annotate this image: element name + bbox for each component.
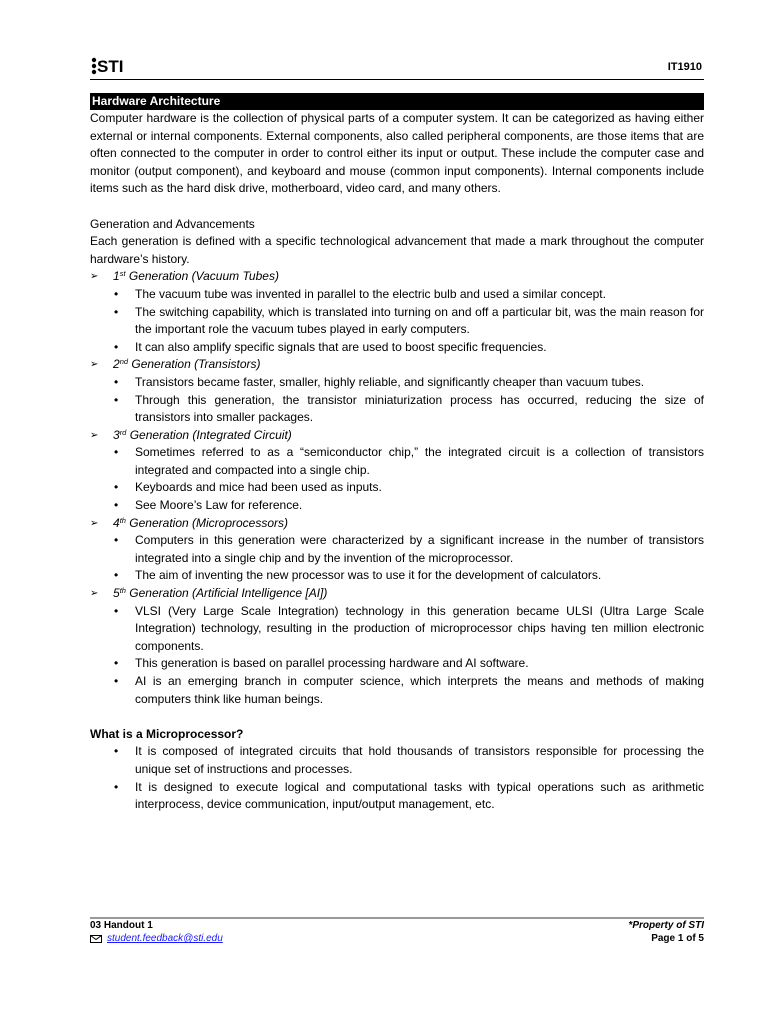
bullet-text: It is designed to execute logical and computational tasks with typical operations such as arithmetic interprocess, device communication, input/output management, etc.: [135, 779, 704, 812]
generation-bullet-list: [90, 444, 704, 514]
bullet-dot: •: [114, 656, 119, 671]
generation-ordinal: th: [119, 586, 126, 596]
generations-heading: Generation and Advancements: [90, 216, 255, 231]
generation-number: 3: [113, 427, 120, 442]
sti-logo: [90, 54, 128, 76]
document-body: [90, 93, 704, 814]
generation-title: Generation (Artificial Intelligence [AI]): [125, 586, 328, 601]
generation-bullet: [90, 339, 704, 357]
generation-ordinal: rd: [119, 427, 127, 437]
generation-number: 5: [113, 586, 120, 601]
footer-row-top: [90, 919, 704, 932]
bullet-dot: •: [114, 304, 119, 319]
generation-item: [90, 268, 704, 286]
generation-title: Generation (Transistors): [128, 357, 261, 372]
bullet-text: See Moore’s Law for reference.: [135, 498, 303, 513]
generation-bullet: [90, 497, 704, 515]
generation-item: [90, 427, 704, 445]
generation-title: Generation (Microprocessors): [125, 515, 289, 530]
page-header: [90, 50, 704, 80]
generations-description: Each generation is defined with a specific technological advancement that made a mark throughout the computer hardware’s history.: [90, 234, 704, 266]
feedback-email-link[interactable]: student.feedback@sti.edu: [107, 933, 223, 944]
bullet-text: Keyboards and mice had been used as inputs.: [135, 480, 382, 495]
bullet-dot: •: [114, 392, 119, 407]
generation-label: [113, 427, 292, 445]
generation-title: Generation (Vacuum Tubes): [125, 269, 279, 284]
arrow-bullet-icon: ➢: [90, 588, 99, 600]
generation-label: [113, 268, 279, 286]
generation-label: [113, 515, 288, 533]
arrow-bullet-icon: ➢: [90, 517, 99, 529]
generation-bullet: [90, 479, 704, 497]
bullet-dot: •: [114, 498, 119, 513]
bullet-text: Through this generation, the transistor miniaturization process has occurred, reducing the size of transistors into smaller packages.: [135, 392, 704, 425]
intro-paragraph: Computer hardware is the collection of physical parts of a computer system. It can be categorized as having either external or internal components. External components, also called peripheral components, are those items that are often connected to the computer in order to control either its input or output. These include the computer case and monitor (output component), and keyboard and mouse (common input components). Internal components include items such as the hard disk drive, motherboard, video card, and many others.: [90, 111, 704, 196]
bullet-dot: •: [114, 533, 119, 548]
generation-bullet: [90, 603, 704, 656]
generation-bullet: [90, 374, 704, 392]
generation-number: 1: [113, 269, 120, 284]
bullet-dot: •: [114, 568, 119, 583]
generation-list: [90, 268, 704, 708]
bullet-dot: •: [114, 603, 119, 618]
page-footer: [90, 917, 704, 945]
generation-bullet-list: [90, 532, 704, 585]
microprocessor-bullet: [90, 779, 704, 814]
generation-bullet: [90, 304, 704, 339]
bullet-text: The aim of inventing the new processor was to use it for the development of calculators.: [135, 568, 602, 583]
bullet-text: It is composed of integrated circuits that hold thousands of transistors responsible for processing the unique set of instructions and processes.: [135, 744, 704, 776]
bullet-text: AI is an emerging branch in computer science, which interprets the means and methods of making computers think like human beings.: [135, 674, 704, 706]
generation-label: [113, 585, 327, 603]
microprocessor-bullet: [90, 743, 704, 778]
property-label: *Property of STI: [628, 920, 704, 931]
generation-bullet: [90, 392, 704, 427]
generation-title: Generation (Integrated Circuit): [126, 427, 292, 442]
bullet-dot: •: [114, 286, 119, 301]
bullet-dot: •: [114, 779, 119, 794]
bullet-dot: •: [114, 480, 119, 495]
bullet-dot: •: [114, 744, 119, 759]
generation-bullet: [90, 673, 704, 708]
generation-ordinal: st: [119, 269, 126, 279]
generation-bullet: [90, 532, 704, 567]
generation-ordinal: th: [119, 515, 126, 525]
generation-number: 4: [113, 515, 120, 530]
generation-bullet-list: [90, 374, 704, 427]
generation-ordinal: nd: [119, 357, 129, 367]
bullet-dot: •: [114, 445, 119, 460]
bullet-text: This generation is based on parallel processing hardware and AI software.: [135, 656, 529, 671]
generation-bullet: [90, 444, 704, 479]
bullet-dot: •: [114, 339, 119, 354]
bullet-text: It can also amplify specific signals that are used to boost specific frequencies.: [135, 339, 547, 354]
generation-label: [113, 356, 261, 374]
section-title-bar: Hardware Architecture: [90, 93, 704, 110]
generation-item: [90, 356, 704, 374]
generation-bullet: [90, 286, 704, 304]
bullet-text: Computers in this generation were characterized by a significant increase in the number of transistors integrated into a single chip and by the invention of the microprocessor.: [135, 533, 704, 565]
header-divider: [90, 79, 704, 80]
footer-row-bottom: [90, 932, 704, 945]
sti-logo-icon: [90, 55, 128, 75]
bullet-text: VLSI (Very Large Scale Integration) technology in this generation became ULSI (Ultra Large Scale Integration) technology, resulting in the production of microprocessor chips having ten million electronic components.: [135, 603, 704, 653]
bullet-dot: •: [114, 674, 119, 688]
generation-item: [90, 585, 704, 603]
arrow-bullet-icon: ➢: [90, 359, 99, 371]
microprocessor-heading: What is a Microprocessor?: [90, 726, 244, 741]
page-number: Page 1 of 5: [651, 933, 704, 944]
bullet-text: The switching capability, which is translated into turning on and off a particular bit, was the main reason for the important role the vacuum tubes played in early computers.: [135, 304, 704, 337]
generation-bullet: [90, 567, 704, 585]
microprocessor-bullet-list: [90, 743, 704, 813]
arrow-bullet-icon: ➢: [90, 271, 99, 283]
bullet-dot: •: [114, 374, 119, 389]
generation-bullet: [90, 655, 704, 673]
bullet-text: The vacuum tube was invented in parallel to the electric bulb and used a similar concept.: [135, 286, 606, 301]
generation-number: 2: [113, 357, 120, 372]
generation-bullet-list: [90, 286, 704, 356]
sti-logo-text: STI: [97, 57, 124, 75]
email-container: [90, 932, 223, 945]
bullet-text: Transistors became faster, smaller, highly reliable, and significantly cheaper than vacuum tubes.: [135, 374, 645, 389]
generation-item: [90, 515, 704, 533]
envelope-icon: [90, 935, 102, 943]
generation-bullet-list: [90, 603, 704, 709]
bullet-text: Sometimes referred to as a “semiconductor chip,” the integrated circuit is a collection of transistors integrated and compacted into a single chip.: [135, 445, 704, 477]
handout-label: 03 Handout 1: [90, 920, 153, 931]
course-code: IT1910: [667, 61, 702, 73]
arrow-bullet-icon: ➢: [90, 429, 99, 441]
